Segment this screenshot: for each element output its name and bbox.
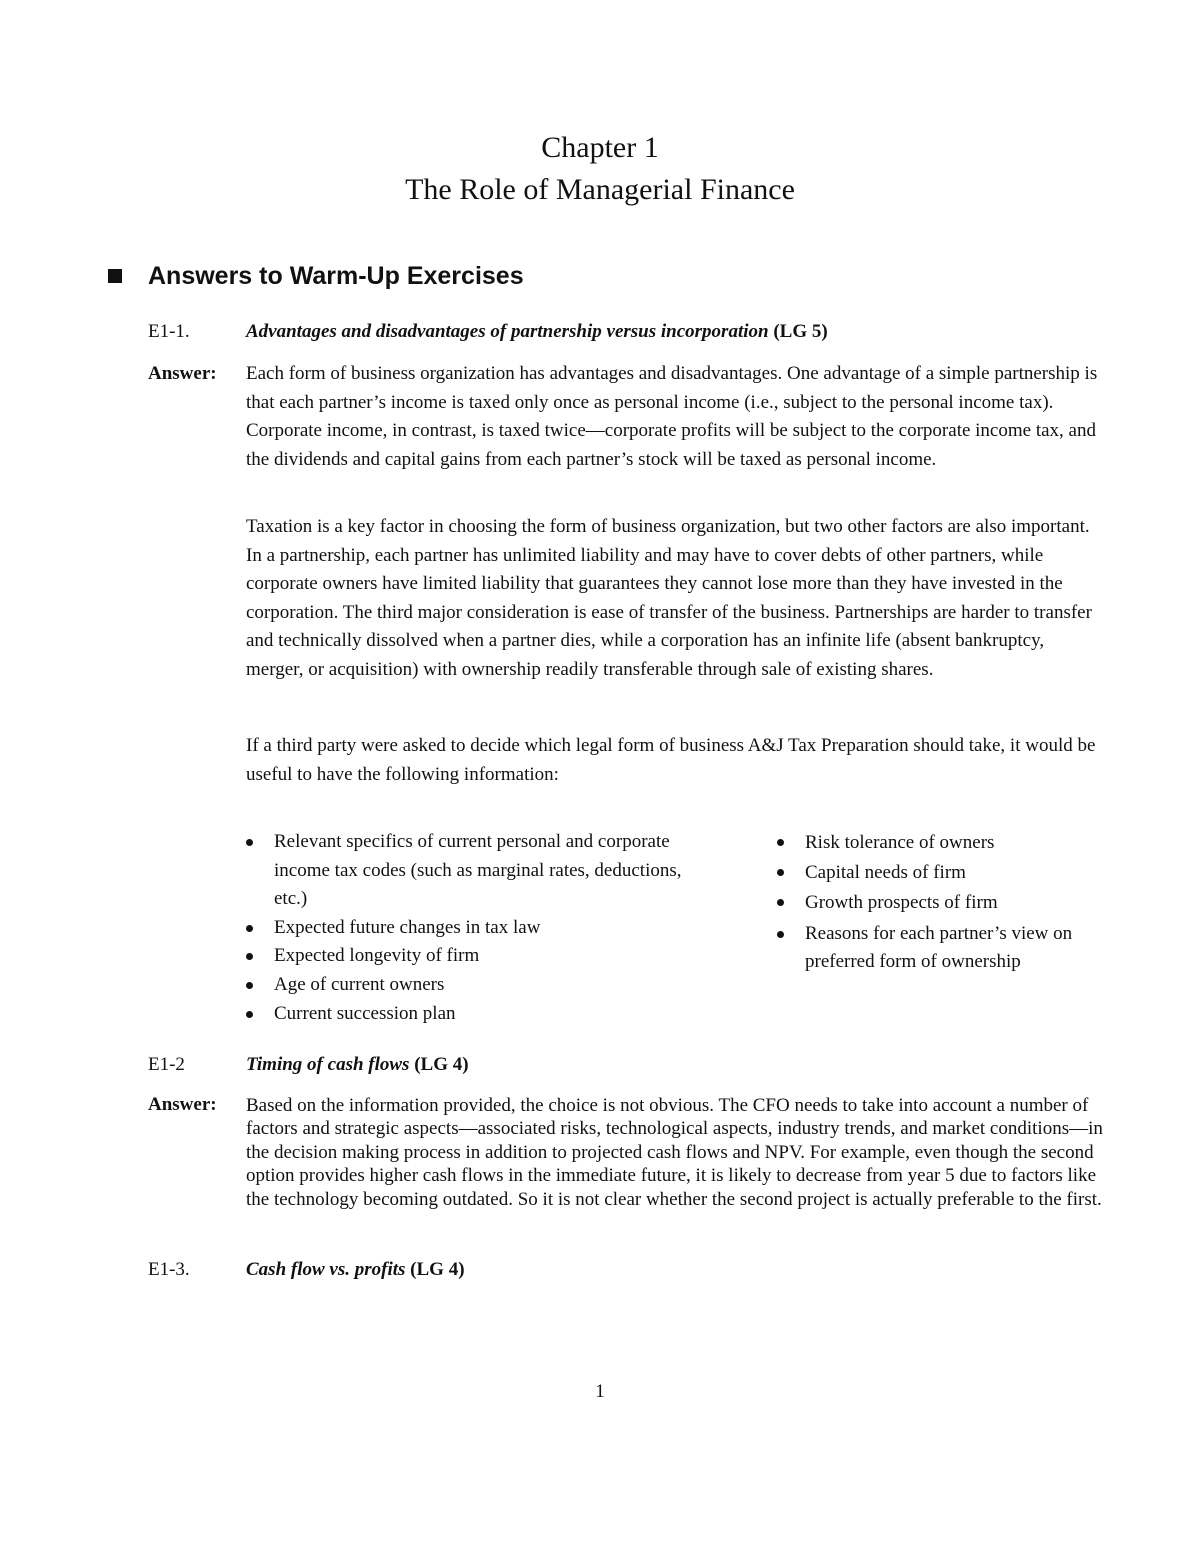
answer-label: Answer:: [148, 1094, 217, 1115]
learning-goal: (LG 5): [773, 321, 828, 342]
bullet-icon: [777, 839, 784, 846]
bullet-list-right: [777, 828, 1107, 977]
bullet-icon: [246, 839, 253, 846]
exercise-title-text: Advantages and disadvantages of partnership versus incorporation: [246, 321, 769, 342]
bullet-icon: [246, 925, 253, 932]
bullet-icon: [246, 953, 253, 960]
learning-goal: (LG 4): [410, 1259, 465, 1280]
bullet-icon: [777, 931, 784, 938]
answer-label: Answer:: [148, 363, 217, 384]
list-item: Expected future changes in tax law: [246, 914, 686, 943]
exercise-title: [246, 1256, 465, 1284]
list-item: Reasons for each partner’s view on preferred form of ownership: [777, 920, 1107, 977]
list-item: Age of current owners: [246, 971, 686, 1000]
exercise-number: E1-3.: [148, 1259, 190, 1280]
exercise-title-text: Cash flow vs. profits: [246, 1259, 406, 1280]
bullet-icon: [246, 982, 253, 989]
exercise-title: [246, 318, 828, 346]
bullet-icon: [246, 1011, 253, 1018]
bullet-icon: [777, 899, 784, 906]
list-item: Growth prospects of firm: [777, 888, 1107, 918]
page-number: 1: [595, 1381, 605, 1402]
list-item: Relevant specifics of current personal and corporate income tax codes (such as marginal rates, deductions, etc.): [246, 828, 686, 914]
answer-paragraph: Each form of business organization has advantages and disadvantages. One advantage of a simple partnership is that each partner’s income is taxed only once as personal income (i.e., subject to the personal income tax). Corporate income, in contrast, is taxed twice—corporate profits will be subject to the corporate income tax, and the dividends and capital gains from each partner’s stock will be taxed as personal income.: [246, 363, 1098, 470]
list-item: Current succession plan: [246, 1000, 686, 1029]
list-item: Expected longevity of firm: [246, 942, 686, 971]
answer-paragraph: Taxation is a key factor in choosing the form of business organization, but two other factors are also important. In a partnership, each partner has unlimited liability and may have to cover debts of other partners, while corporate owners have limited liability that guarantees they cannot lose more than they have invested in the corporation. The third major consideration is ease of transfer of the business. Partnerships are harder to transfer and technically dissolved when a partner dies, while a corporation has an infinite life (absent bankruptcy, merger, or acquisition) with ownership readily transferable through sale of existing shares.: [246, 516, 1092, 680]
section-heading: [108, 256, 524, 296]
list-item: Risk tolerance of owners: [777, 828, 1107, 858]
answer-paragraph: If a third party were asked to decide which legal form of business A&J Tax Preparation should take, it would be useful to have the following information:: [246, 735, 1096, 785]
bullet-list-left: [246, 828, 686, 1028]
exercise-title: [246, 1051, 469, 1079]
exercise-title-text: Timing of cash flows: [246, 1054, 410, 1075]
list-item: Capital needs of firm: [777, 858, 1107, 888]
exercise-number: E1-2: [148, 1054, 185, 1075]
exercise-number: E1-1.: [148, 321, 190, 342]
chapter-number: Chapter 1: [541, 131, 659, 164]
bullet-icon: [777, 869, 784, 876]
answer-paragraph: Based on the information provided, the choice is not obvious. The CFO needs to take into account a number of factors and strategic aspects—associated risks, technological aspects, industry trends, and market conditions—in the decision making process in addition to projected cash flows and NPV. For example, even though the second option provides higher cash flows in the immediate future, it is likely to decrease from year 5 due to factors like the technology becoming outdated. So it is not clear whether the second project is actually preferable to the first.: [246, 1095, 1103, 1210]
learning-goal: (LG 4): [414, 1054, 469, 1075]
section-heading-text: Answers to Warm-Up Exercises: [148, 261, 524, 290]
chapter-title: The Role of Managerial Finance: [405, 173, 795, 206]
square-bullet-icon: [108, 269, 122, 283]
